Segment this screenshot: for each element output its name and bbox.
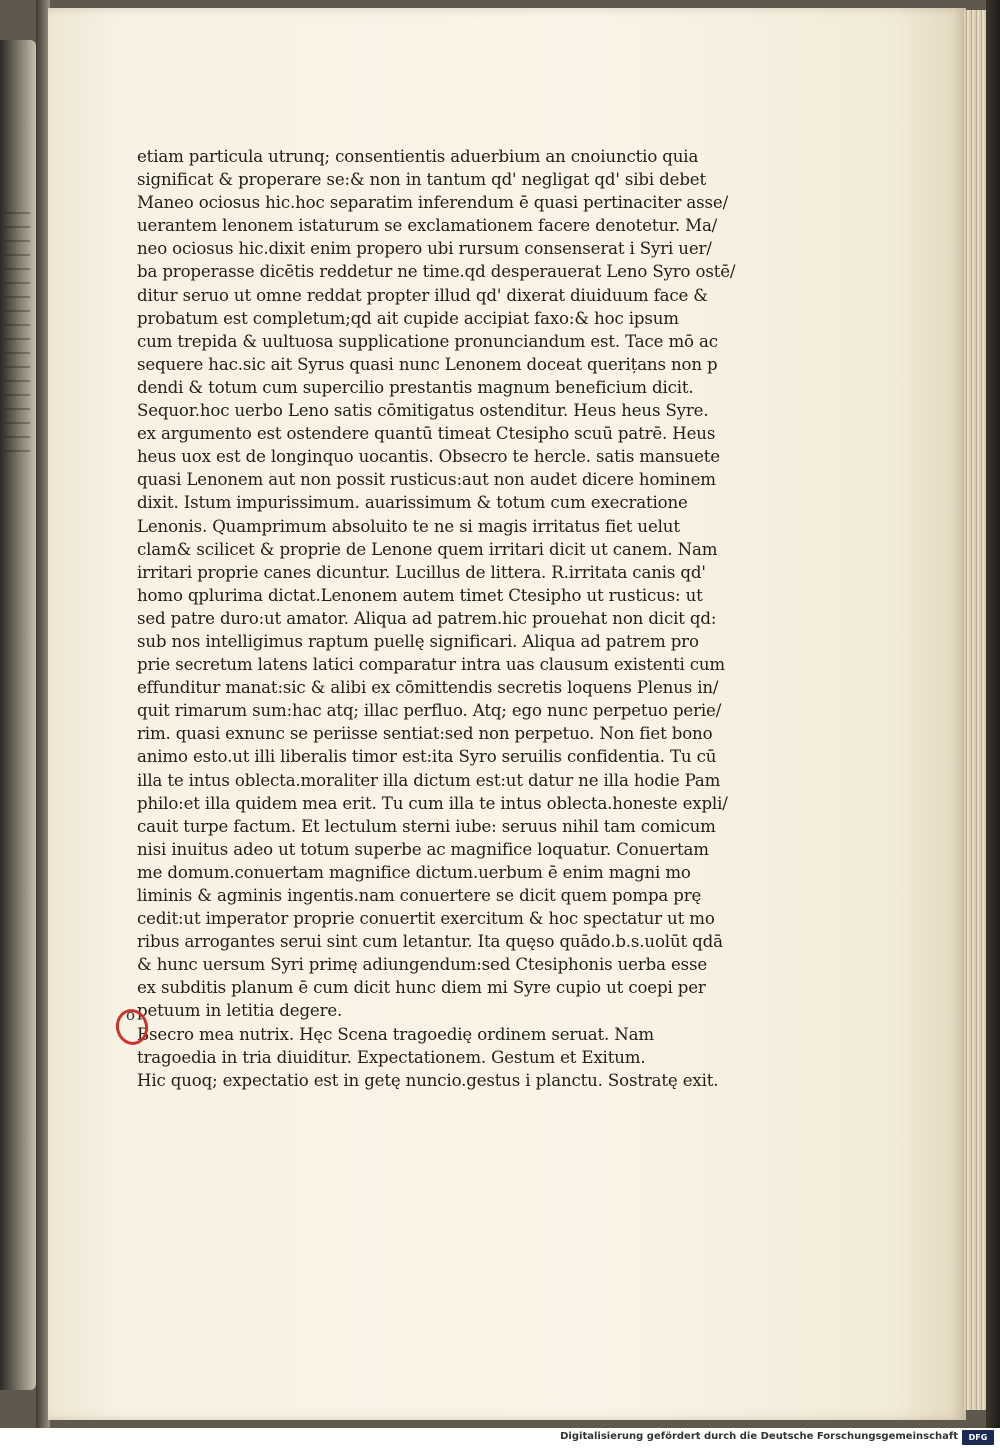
text-line: Hic quoq; expectatio est in getę nuncio.gestus i planctu. Sostratę exit. [137,1070,719,1090]
dfg-logo: DFG [962,1430,994,1445]
guide-letter: o [126,1006,136,1024]
printed-text-block [137,140,736,1092]
text-line: sed patre duro:ut amator. Aliqua ad patrem.hic prouehat non dicit qd: [137,608,717,628]
facing-page-text-fragment [4,200,30,460]
text-line: tragoedia in tria diuiditur. Expectationem. Gestum et Exitum. [137,1047,646,1067]
text-line: rim. quasi exnunc se periisse sentiat:sed non perpetuo. Non fiet bono [137,724,713,744]
text-line: petuum in letitia degere. [137,1001,343,1021]
text-line: ba properasse dicētis reddetur ne time.qd desperauerat Leno Syro ostē/ [137,262,736,282]
text-line: dixit. Istum impurissimum. auarissimum & totum cum execratione [137,493,688,513]
text-line: prie secretum latens latici comparatur intra uas clausum existenti cum [137,655,726,675]
text-line: homo qplurima dictat.Lenonem autem timet Ctesipho ut rusticus: ut [137,585,703,605]
text-line: sub nos intelligimus raptum puellę significari. Aliqua ad patrem pro [137,631,699,651]
text-line: quasi Lenonem aut non possit rusticus:aut non audet dicere hominem [137,470,716,490]
text-line: cum trepida & uultuosa supplicatione pronunciandum est. Tace mō ac [137,331,718,351]
text-line: ditur seruo ut omne reddat propter illud qd' dixerat diuiduum face & [137,285,708,305]
text-line: Bsecro mea nutrix. Hęc Scena tragoedię ordinem seruat. Nam [137,1024,654,1044]
text-line: clam& scilicet & proprie de Lenone quem irritari dicit ut canem. Nam [137,539,718,559]
text-line: ex subditis planum ē cum dicit hunc diem mi Syre cupio ut coepi per [137,978,706,998]
text-line: philo:et illa quidem mea erit. Tu cum illa te intus oblecta.honeste expli/ [137,793,728,813]
text-line: ribus arrogantes serui sint cum letantur. Ita quęso quādo.b.s.uolūt qdā [137,932,723,952]
text-line: uerantem lenonem istaturum se exclamationem facere denotetur. Ma/ [137,216,718,236]
text-line: nisi inuitus adeo ut totum superbe ac magnifice loquatur. Conuertam [137,839,709,859]
text-line: Lenonis. Quamprimum absoluito te ne si magis irritatus fiet uelut [137,516,680,536]
text-line: Sequor.hoc uerbo Leno satis cōmitigatus ostenditur. Heus heus Syre. [137,401,709,421]
text-line: cauit turpe factum. Et lectulum sterni iube: seruus nihil tam comicum [137,816,716,836]
text-line: significat & properare se:& non in tantum qd' negligat qd' sibi debet [137,170,706,190]
footer-bar [0,1428,1000,1448]
text-line: illa te intus oblecta.moraliter illa dictum est:ut datur ne illa hodie Pam [137,770,721,790]
text-line: etiam particula utrunq; consentientis aduerbium an cnoiunctio quia [137,147,699,166]
funding-credit: Digitalisierung gefördert durch die Deutsche Forschungsgemeinschaft [560,1431,958,1442]
text-line: & hunc uersum Syri primę adiungendum:sed Ctesiphonis uerba esse [137,955,708,975]
text-line: cedit:ut imperator proprie conuertit exercitum & hoc spectatur ut mo [137,909,715,929]
text-line: heus uox est de longinquo uocantis. Obsecro te hercle. satis mansuete [137,447,720,467]
text-line: dendi & totum cum supercilio prestantis magnum beneficium dicit. [137,377,694,397]
text-line: ex argumento est ostendere quantū timeat Ctesipho scuū patrē. Heus [137,424,716,444]
text-line: liminis & agminis ingentis.nam conuertere se dicit quem pompa prę [137,886,702,905]
page-edges [964,10,986,1410]
text-line: irritari proprie canes dicuntur. Lucillus de littera. R.irritata canis qd' [137,562,706,582]
text-line: neo ociosus hic.dixit enim propero ubi rursum consenserat i Syri uer/ [137,239,712,259]
text-line: me domum.conuertam magnifice dictum.uerbum ē enim magni mo [137,862,691,882]
facing-page-edge [0,40,36,1390]
text-line: sequere hac.sic ait Syrus quasi nunc Lenonem doceat querițans non p [137,354,718,374]
text-line: Maneo ociosus hic.hoc separatim inferendum ē quasi pertinaciter asse/ [137,193,729,213]
text-line: effunditur manat:sic & alibi ex cōmittendis secretis loquens Plenus in/ [137,678,719,698]
text-line: quit rimarum sum:hac atq; illac perfluo. Atq; ego nunc perpetuo perie/ [137,701,722,721]
text-line: animo esto.ut illi liberalis timor est:ita Syro seruilis confidentia. Tu cū [137,747,717,767]
book-cover-edge [986,0,1000,1428]
text-line: probatum est completum;qd ait cupide accipiat faxo:& hoc ipsum [137,308,679,328]
